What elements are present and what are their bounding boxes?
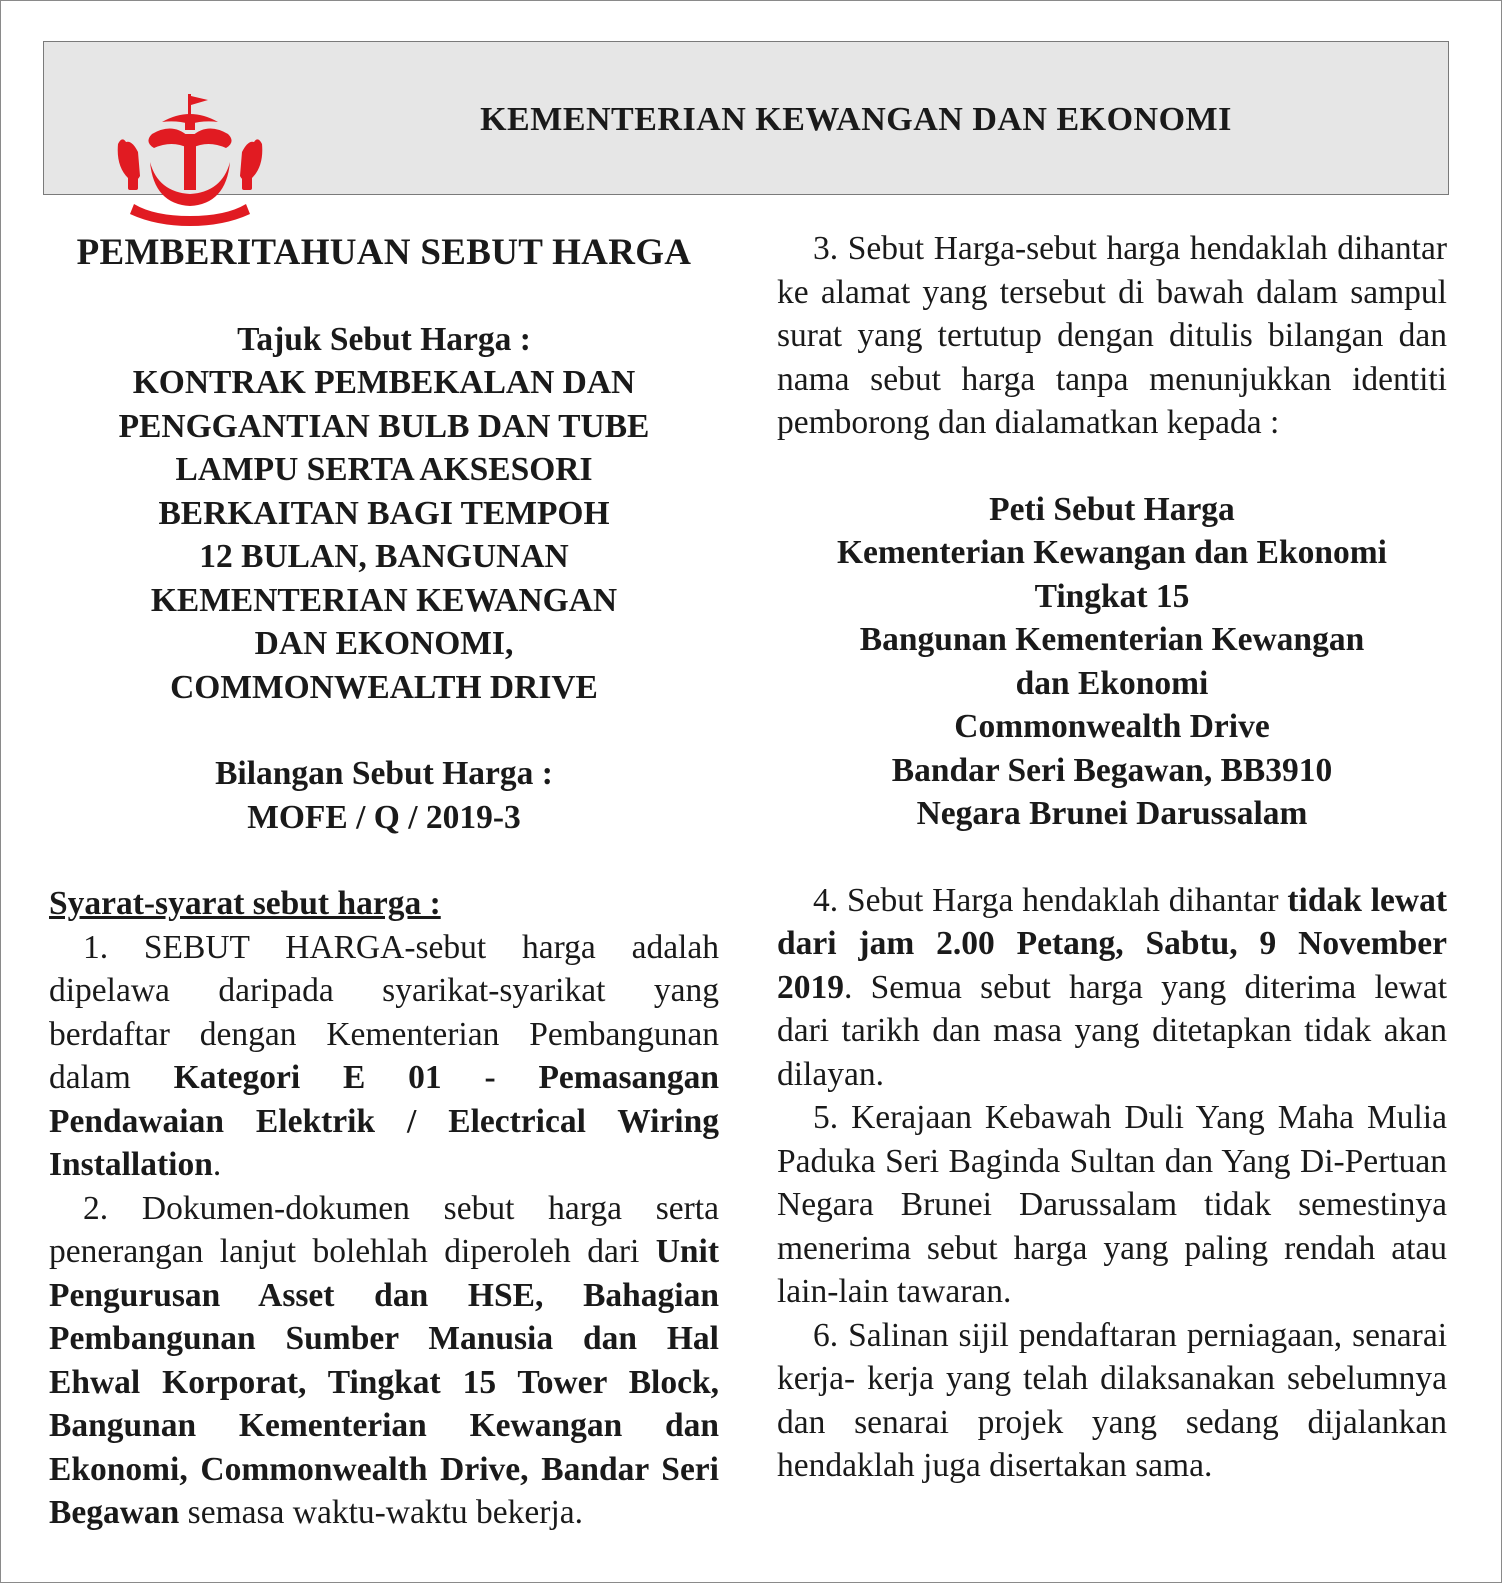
brunei-crest-icon	[114, 92, 266, 228]
address-line: Negara Brunei Darussalam	[916, 795, 1308, 832]
address-line: Kementerian Kewangan dan Ekonomi	[836, 534, 1387, 571]
condition-4-end: . Semua sebut harga yang diterima lewat dari tarikh dan masa yang ditetapkan tidak akan dilayan.	[777, 968, 1447, 1093]
header-banner	[43, 41, 1449, 195]
condition-2	[49, 1187, 719, 1535]
notice-title: PEMBERITAHUAN SEBUT HARGA	[76, 232, 692, 273]
condition-4	[777, 879, 1447, 1097]
quotation-number: MOFE / Q / 2019-3	[247, 798, 521, 836]
condition-1-text: 1. SEBUT HARGA-sebut harga adalah dipelawa daripada syarikat-syarikat yang berdaftar dengan Kementerian Pembangunan dalam	[49, 928, 719, 1096]
condition-2-end: semasa waktu-waktu bekerja.	[179, 1494, 583, 1531]
subject-line: DAN EKONOMI,	[254, 625, 514, 662]
condition-1	[49, 926, 719, 1187]
condition-6: 6. Salinan sijil pendaftaran perniagaan, senarai kerja- kerja yang telah dilaksanakan sebelumnya dan senarai projek yang sedang dijalankan hendaklah juga disertakan sama.	[777, 1316, 1447, 1484]
condition-2-text: 2. Dokumen-dokumen sebut harga serta penerangan lanjut bolehlah diperoleh dari	[49, 1189, 719, 1270]
subject-title	[49, 361, 719, 709]
quotation-number-label: Bilangan Sebut Harga :	[215, 755, 553, 792]
subject-line: PENGGANTIAN BULB DAN TUBE	[118, 407, 650, 445]
subject-line: KEMENTERIAN KEWANGAN	[150, 581, 618, 619]
address-line: Tingkat 15	[1034, 577, 1190, 615]
subject-line: COMMONWEALTH DRIVE	[170, 668, 598, 706]
subject-label: Tajuk Sebut Harga :	[237, 320, 531, 358]
address-line: Commonwealth Drive	[954, 708, 1270, 745]
subject-line: BERKAITAN BAGI TEMPOH	[158, 494, 610, 532]
address-line: Bangunan Kementerian Kewangan	[859, 621, 1365, 658]
condition-2-office: Unit Pengurusan Asset dan HSE, Bahagian Pembangunan Sumber Manusia dan Hal Ehwal Korporat, Tingkat 15 Tower Block, Bangunan Kementerian Kewangan dan Ekonomi, Commonwealth Drive, Bandar Seri Begawan	[49, 1233, 719, 1531]
condition-1-category: Kategori E 01 - Pemasangan Pendawaian Elektrik / Electrical Wiring Installation	[49, 1059, 719, 1183]
right-column	[777, 227, 1447, 1488]
condition-3: 3. Sebut Harga-sebut harga hendaklah dihantar ke alamat yang tersebut di bawah dalam sampul surat yang tertutup dengan ditulis bilangan dan nama sebut harga tanpa menunjukkan identiti pemborong dan dialamatkan kepada :	[777, 230, 1447, 441]
conditions-heading: Syarat-syarat sebut harga :	[49, 885, 441, 922]
left-column	[49, 227, 719, 1535]
subject-line: KONTRAK PEMBEKALAN DAN	[132, 364, 636, 401]
condition-5: 5. Kerajaan Kebawah Duli Yang Maha Mulia Paduka Seri Baginda Sultan dan Yang Di-Pertuan Negara Brunei Darussalam tidak semestinya menerima sebut harga yang paling rendah atau lain-lain tawaran.	[777, 1099, 1447, 1310]
condition-1-end: .	[212, 1146, 222, 1183]
address-line: Bandar Seri Begawan, BB3910	[891, 751, 1333, 789]
condition-4-deadline: tidak lewat dari jam 2.00 Petang, Sabtu, 9 November 2019	[777, 881, 1447, 1006]
condition-4-text: 4. Sebut Harga hendaklah dihantar	[813, 881, 1288, 919]
ministry-name: KEMENTERIAN KEWANGAN DAN EKONOMI	[480, 101, 1232, 138]
subject-line: LAMPU SERTA AKSESORI	[175, 451, 593, 488]
subject-line: 12 BULAN, BANGUNAN	[199, 538, 569, 575]
address-line: Peti Sebut Harga	[989, 490, 1235, 528]
tender-address	[777, 488, 1447, 836]
address-line: dan Ekonomi	[1015, 664, 1209, 702]
